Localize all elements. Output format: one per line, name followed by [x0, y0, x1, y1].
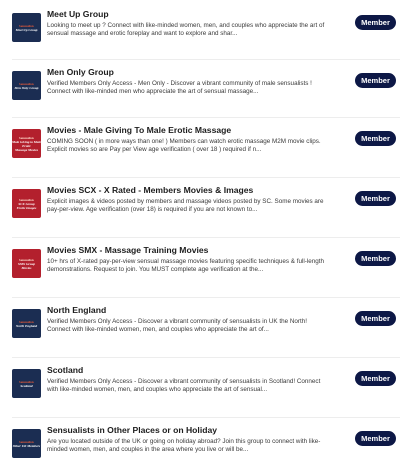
group-thumbnail[interactable]	[12, 369, 41, 398]
group-thumbnail[interactable]	[12, 429, 41, 458]
row-divider	[12, 177, 400, 178]
thumbnail-brand-text: Sensualists	[19, 319, 34, 324]
group-thumbnail-image	[12, 189, 41, 218]
group-thumbnail[interactable]	[12, 249, 41, 278]
group-thumbnail-image	[12, 129, 41, 158]
row-divider	[12, 237, 400, 238]
group-title[interactable]: North England	[47, 305, 107, 315]
thumbnail-caption: SMX Group	[17, 261, 36, 266]
thumbnail-caption: Other UK Members	[12, 443, 41, 448]
group-title[interactable]: Movies SMX - Massage Training Movies	[47, 245, 209, 255]
thumbnail-brand-text: Sensualists	[19, 197, 34, 202]
thumbnail-caption: Movies	[21, 265, 32, 270]
group-title[interactable]: Sensualists in Other Places or on Holiday	[47, 425, 218, 435]
group-description: Explicit images & videos posted by members and massage videos posted by SC. Some movies are pay-per-view. Age verification (over 18) is required if you are not known to...	[47, 198, 324, 214]
member-button[interactable]: Member	[355, 131, 396, 146]
group-title[interactable]: Movies - Male Giving To Male Erotic Massage	[47, 125, 232, 135]
thumbnail-caption: Men Only Group	[14, 85, 39, 90]
group-title[interactable]: Men Only Group	[47, 67, 114, 77]
row-divider	[12, 297, 400, 298]
member-button[interactable]: Member	[355, 15, 396, 30]
group-thumbnail[interactable]	[12, 129, 41, 158]
group-thumbnail-image	[12, 309, 41, 338]
thumbnail-brand-text: Sensualists	[19, 439, 34, 444]
group-description: 10+ hrs of X-rated pay-per-view sensual massage movies featuring specific techniques & full-length demonstrations. Request to join. You MUST complete age verification at the...	[47, 258, 325, 274]
thumbnail-caption: Male Giving to Male	[12, 139, 41, 144]
group-description: Verified Members Only Access - Men Only - Discover a vibrant community of male sensualists ! Connect with like-minded men who appreciate the art of sensual massage...	[47, 80, 312, 96]
group-description: COMING SOON ( in more ways than one! ) Members can watch erotic massage M2M movie clips. Explicit movies so are Pay per View age verification ( over 18 ) required if n...	[47, 138, 321, 154]
group-description: Looking to meet up ? Connect with like-minded women, men, and couples who appreciate the art of sensual massage and erotic foreplay and want to explore and shar...	[47, 22, 325, 38]
group-description: Verified Members Only Access - Discover a vibrant community of sensualists in UK the North! Connect with like-minded women, men, and couples who appreciate the art of...	[47, 318, 308, 334]
thumbnail-caption: Massage Movies	[14, 147, 39, 152]
group-title[interactable]: Scotland	[47, 365, 84, 375]
group-thumbnail[interactable]	[12, 13, 41, 42]
thumbnail-caption: North England	[15, 323, 38, 328]
group-thumbnail-image	[12, 249, 41, 278]
group-thumbnail-image	[12, 13, 41, 42]
group-description: Are you located outside of the UK or going on holiday abroad? Join this group to connect with like-minded women, men, and couples in the area where you live or will be...	[47, 438, 321, 454]
row-divider	[12, 417, 400, 418]
member-button[interactable]: Member	[355, 311, 396, 326]
group-title[interactable]: Meet Up Group	[47, 9, 109, 19]
thumbnail-brand-text: Sensualists	[19, 257, 34, 262]
thumbnail-brand-text: Sensualists	[19, 379, 34, 384]
group-thumbnail[interactable]	[12, 189, 41, 218]
group-thumbnail-image	[12, 369, 41, 398]
thumbnail-caption: Erotic	[22, 143, 31, 148]
member-button[interactable]: Member	[355, 431, 396, 446]
thumbnail-brand-text: Sensualists	[19, 81, 34, 86]
member-button[interactable]: Member	[355, 73, 396, 88]
member-button[interactable]: Member	[355, 251, 396, 266]
thumbnail-brand-text: Sensualists	[19, 135, 34, 140]
member-button[interactable]: Member	[355, 191, 396, 206]
group-thumbnail-image	[12, 71, 41, 100]
thumbnail-caption: Scotland	[20, 383, 33, 388]
group-description: Verified Members Only Access - Discover a vibrant community of sensualists in Scotland! Connect with like-minded women, men, and couples who appreciate the art of sensual...	[47, 378, 321, 394]
row-divider	[12, 117, 400, 118]
row-divider	[12, 357, 400, 358]
group-thumbnail[interactable]	[12, 309, 41, 338]
group-title[interactable]: Movies SCX - X Rated - Members Movies & Images	[47, 185, 254, 195]
thumbnail-caption: SCX Group	[18, 201, 35, 206]
member-button[interactable]: Member	[355, 371, 396, 386]
group-thumbnail[interactable]	[12, 71, 41, 100]
thumbnail-caption: Meet Up Group	[15, 27, 38, 32]
thumbnail-caption: Erotic Images	[16, 205, 37, 210]
row-divider	[12, 59, 400, 60]
group-thumbnail-image	[12, 429, 41, 458]
thumbnail-brand-text: Sensualists	[19, 23, 34, 28]
